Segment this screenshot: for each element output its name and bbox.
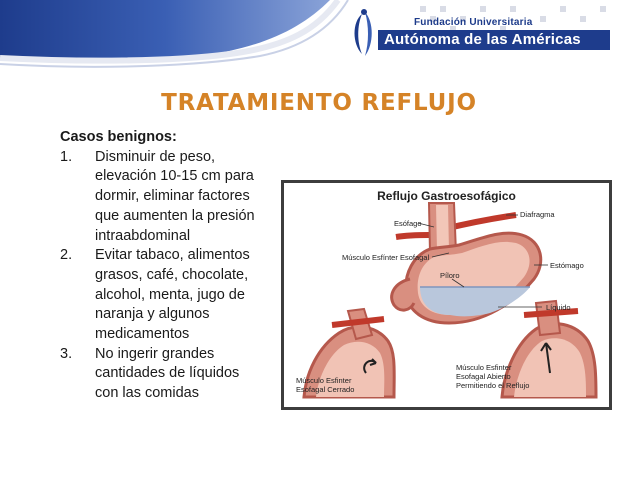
org-line1: Fundación Universitaria — [414, 17, 533, 28]
slide-title: TRATAMIENTO REFLUJO — [161, 90, 477, 116]
label-estomago: Estómago — [550, 261, 584, 270]
label-esofago: Esófago — [394, 219, 422, 228]
treatment-list — [60, 128, 290, 404]
stomach-illustration — [284, 183, 609, 407]
list-line: intraabdominal — [95, 227, 191, 244]
label-musculo: Músculo Esfínter Esofagal — [342, 253, 430, 262]
list-line: naranja y algunos — [95, 306, 210, 323]
list-line: Disminuir de peso, — [95, 148, 216, 165]
university-emblem-icon — [348, 8, 378, 62]
org-line2: Autónoma de las Américas — [378, 30, 610, 50]
list-line: Evitar tabaco, alimentos — [95, 247, 250, 264]
list-item — [60, 148, 290, 247]
list-line: elevación 10-15 cm para — [95, 168, 254, 185]
list-number: 1. — [60, 148, 73, 165]
diaphragm-shape-left — [396, 235, 429, 237]
list-line: alcohol, menta, jugo de — [95, 286, 245, 303]
label-abierto-line2: Esofagal Abierto — [456, 372, 511, 381]
list-number: 2. — [60, 247, 73, 264]
list-line: grasos, café, chocolate, — [95, 266, 249, 283]
label-diafragma: Diafragma — [520, 210, 555, 219]
list-line: No ingerir grandes — [95, 345, 215, 362]
label-abierto-line1: Músculo Esfinter — [456, 363, 512, 372]
label-cerrado-line2: Esofagal Cerrado — [296, 385, 355, 394]
list-line: medicamentos — [95, 326, 190, 343]
list-number: 3. — [60, 345, 73, 362]
closed-diaphragm-shape — [332, 319, 384, 325]
university-logo — [348, 14, 610, 54]
label-cerrado-line1: Músculo Esfinter — [296, 376, 352, 385]
list-line: cantidades de líquidos — [95, 365, 240, 382]
pylorus-shape — [392, 279, 414, 310]
list-line: que aumenten la presión — [95, 207, 255, 224]
header-banner — [0, 0, 638, 70]
label-piloro: Píloro — [440, 271, 460, 280]
list-line: dormir, eliminar factores — [95, 188, 250, 205]
reflux-diagram — [281, 180, 612, 410]
label-abierto-line3: Permitiendo el Reflujo — [456, 381, 530, 390]
figure-title: Reflujo Gastroesofágico — [377, 189, 516, 203]
list-line: con las comidas — [95, 385, 199, 402]
list-item — [60, 246, 290, 345]
label-liquido: Líquido — [546, 303, 571, 312]
list-subtitle: Casos benignos: — [60, 129, 177, 145]
esophagus-lumen — [436, 205, 449, 251]
list-item — [60, 345, 290, 404]
liquid-shape — [420, 287, 530, 316]
